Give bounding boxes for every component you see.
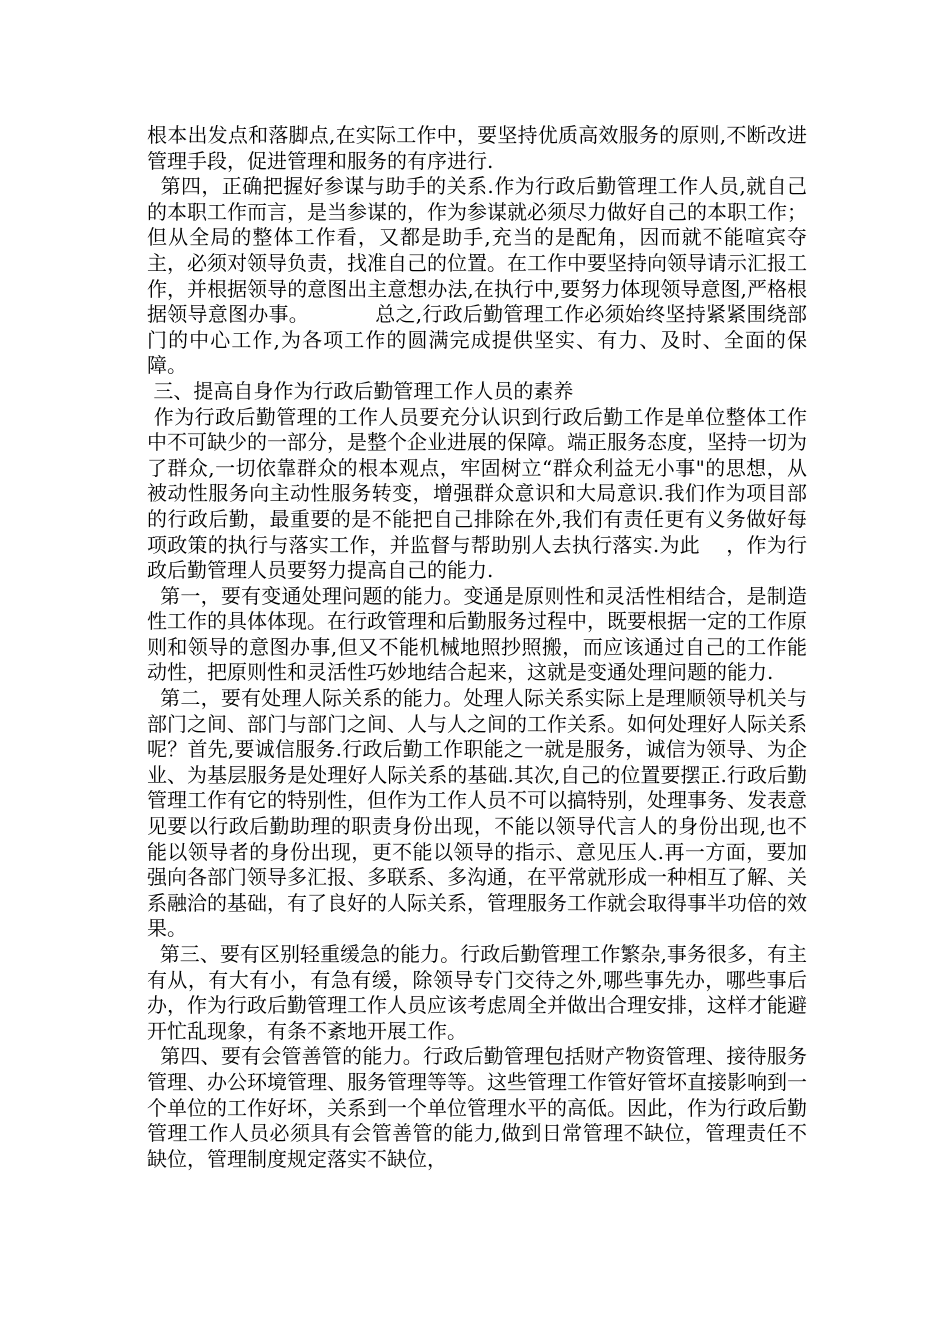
paragraph: 第一，要有变通处理问题的能力。变通是原则性和灵活性相结合，是制造性工作的具体体现。在行政管理和后勤服务过程中，既要根据一定的工作原则和领导的意图办事,但又不能机械地照抄照搬，而应该通过自己的工作能动性，把原则性和灵活性巧妙地结合起来，这就是变通处理问题的能力.: [147, 583, 807, 685]
paragraph: 第四、要有会管善管的能力。行政后勤管理包括财产物资管理、接待服务管理、办公环境管理、服务管理等等。这些管理工作管好管坏直接影响到一个单位的工作好坏，关系到一个单位管理水平的高低。因此，作为行政后勤管理工作人员必须具有会管善管的能力,做到日常管理不缺位，管理责任不缺位，管理制度规定落实不缺位，: [147, 1044, 807, 1171]
section-heading: 三、提高自身作为行政后勤管理工作人员的素养: [147, 378, 574, 403]
paragraph: 作为行政后勤管理的工作人员要充分认识到行政后勤工作是单位整体工作中不可缺少的一部分，是整个企业进展的保障。端正服务态度，坚持一切为了群众,一切依靠群众的根本观点，牢固树立“群众利益无小事"的思想，从被动性服务向主动性服务转变，增强群众意识和大局意识.我们作为项目部的行政后勤，最重要的是不能把自己排除在外,我们有责任更有义务做好每项政策的执行与落实工作，并监督与帮助别人去执行落实.为此 ，作为行政后勤管理人员要努力提高自己的能力.: [147, 404, 808, 583]
document-body: [147, 123, 807, 1172]
paragraph: 第四，正确把握好参谋与助手的关系.作为行政后勤管理工作人员,就自己的本职工作而言，是当参谋的，作为参谋就必须尽力做好自己的本职工作；但从全局的整体工作看，又都是助手,充当的是配角，因而就不能喧宾夺主，必须对领导负责，找准自己的位置。在工作中要坚持向领导请示汇报工作，并根据领导的意图出主意想办法,在执行中,要努力体现领导意图,严格根据领导意图办事。 总之,行政后勤管理工作必须始终坚持紧紧围绕部门的中心工作,为各项工作的圆满完成提供坚实、有力、及时、全面的保障。: [147, 174, 807, 378]
paragraph: 根本出发点和落脚点,在实际工作中，要坚持优质高效服务的原则,不断改进管理手段，促进管理和服务的有序进行.: [147, 123, 807, 173]
paragraph: 第三、要有区别轻重缓急的能力。行政后勤管理工作繁杂,事务很多，有主有从，有大有小，有急有缓，除领导专门交待之外,哪些事先办，哪些事后办，作为行政后勤管理工作人员应该考虑周全并做出合理安排，这样才能避开忙乱现象，有条不紊地开展工作。: [147, 942, 808, 1043]
paragraph: 第二，要有处理人际关系的能力。处理人际关系实际上是理顺领导机关与部门之间、部门与部门之间、人与人之间的工作关系。如何处理好人际关系呢？首先,要诚信服务.行政后勤工作职能之一就是服务，诚信为领导、为企业、为基层服务是处理好人际关系的基础.其次,自己的位置要摆正.行政后勤管理工作有它的特别性，但作为工作人员不可以搞特别，处理事务、发表意见要以行政后勤助理的职责身份出现，不能以领导代言人的身份出现,也不能以领导者的身份出现，更不能以领导的指示、意见压人.再一方面，要加强向各部门领导多汇报、多联系、多沟通，在平常就形成一种相互了解、关系融洽的基础，有了良好的人际关系，管理服务工作就会取得事半功倍的效果。: [147, 686, 807, 941]
